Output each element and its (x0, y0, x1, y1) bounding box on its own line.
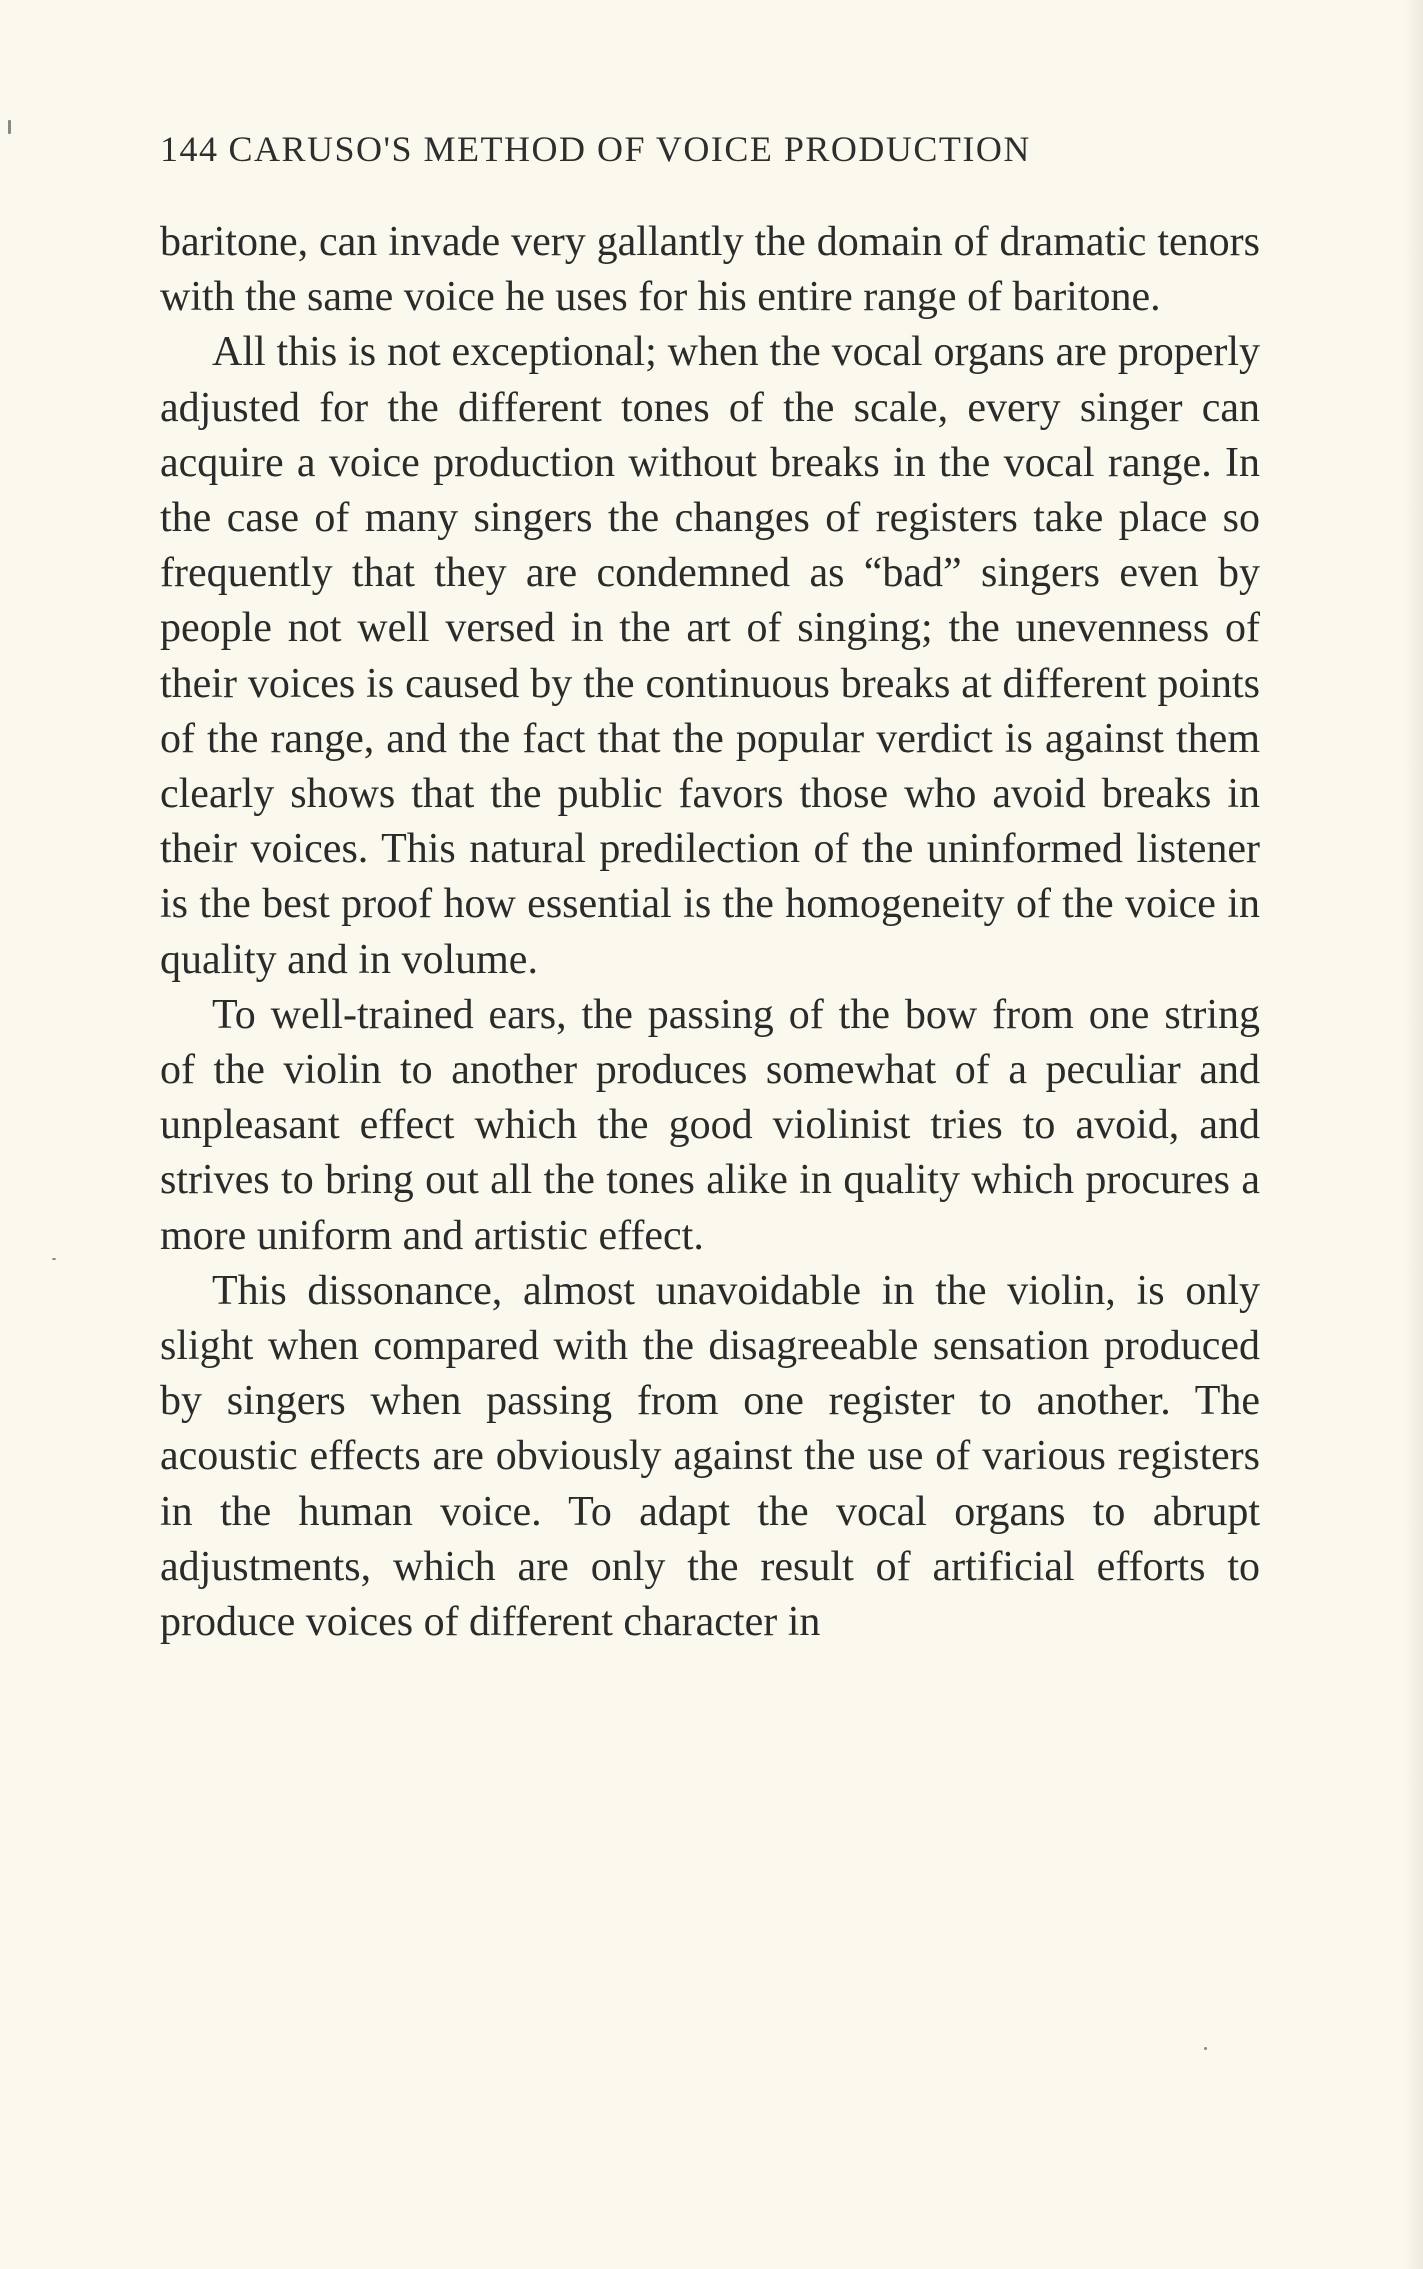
paragraph-1: baritone, can invade very gallantly the domain of dramatic tenors with the same voice he uses for his entire range of baritone. (160, 219, 1260, 321)
running-head-title: CARUSO'S METHOD OF VOICE PRODUCTION (228, 129, 1031, 169)
paragraph-3: To well-trained ears, the passing of the bow from one string of the violin to another produces somewhat of a peculiar and unpleasant effect which the good violinist tries to avoid, and strives to bring out all the tones alike in quality which procures a more uniform and artistic effect. (160, 991, 1260, 1259)
running-head (160, 128, 1260, 170)
page-edge-shadow (1405, 0, 1423, 2269)
scan-speck (1204, 2047, 1207, 2050)
scan-speck (8, 120, 11, 134)
scan-speck (52, 1258, 56, 1260)
paragraph-4: This dissonance, almost unavoidable in the violin, is only slight when compared with the disagreeable sensation produced by singers when passing from one register to another. The acoustic effects are obviously against the use of various registers in the human voice. To adapt the vocal organs to abrupt adjustments, which are only the result of artificial efforts to produce voices of different character in (160, 1267, 1260, 1646)
paragraph-2: All this is not exceptional; when the vocal organs are properly adjusted for the different tones of the scale, every singer can acquire a voice production without breaks in the vocal range. In the case of many singers the changes of registers take place so frequently that they are condemned as “bad” singers even by people not well versed in the art of singing; the unevenness of their voices is caused by the continuous breaks at different points of the range, and the fact that the popular verdict is against them clearly shows that the public favors those who avoid breaks in their voices. This natural predilection of the uninformed listener is the best proof how essential is the homogeneity of the voice in quality and in volume. (160, 329, 1260, 983)
body-text (160, 215, 1260, 1650)
page-number: 144 (160, 129, 219, 169)
